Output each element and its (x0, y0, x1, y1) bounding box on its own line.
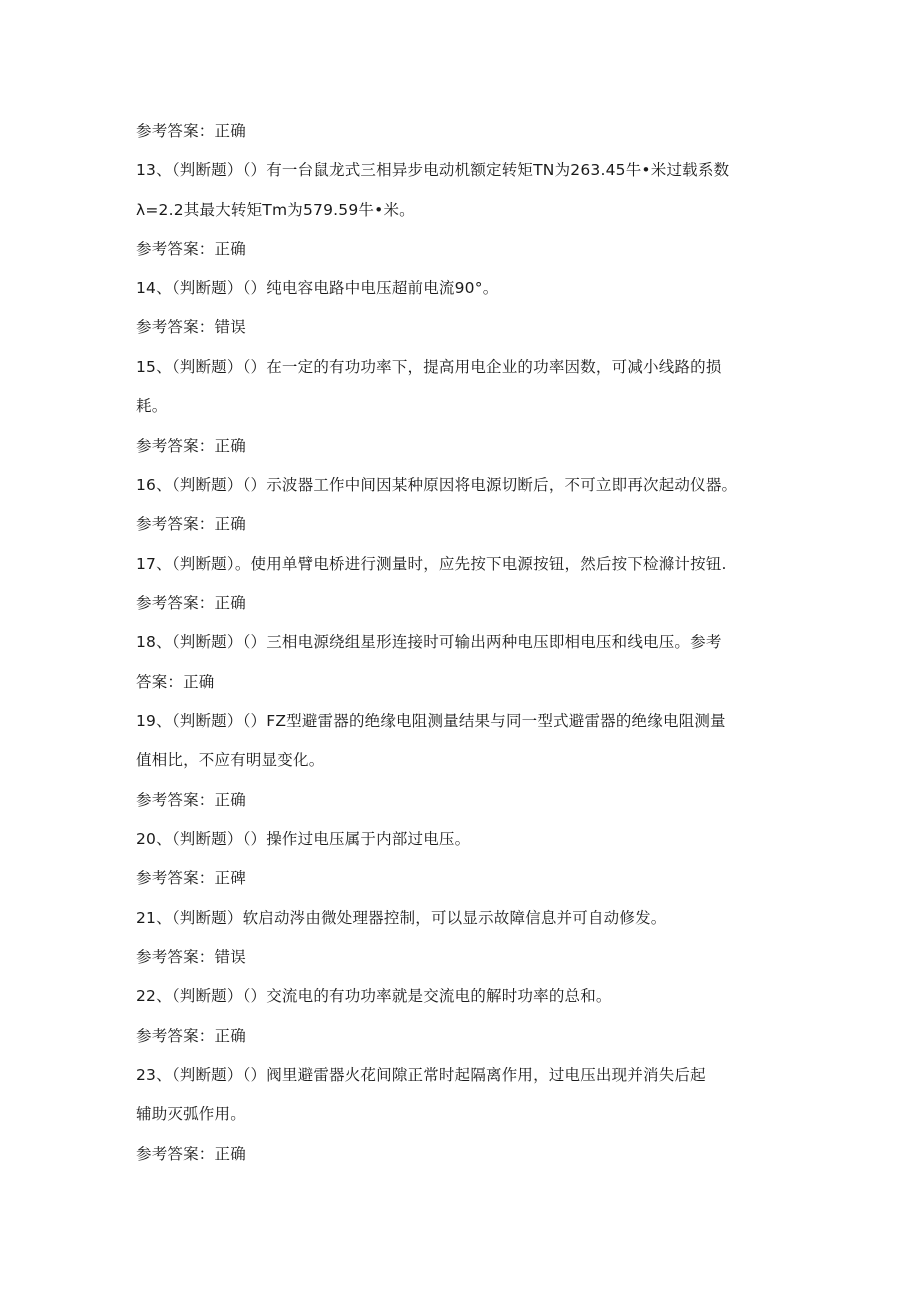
question-21-line-1: 21、（判断题）软启动涔由微处理器控制，可以显示故障信息并可自动修发。 (136, 909, 667, 927)
question-19-line-2: 值相比，不应有明显变化。 (136, 751, 325, 769)
question-13-line-2: λ=2.2其最大转矩Tm为579.59牛•米。 (136, 201, 415, 219)
question-23-line-1: 23、（判断题）（）阀里避雷器火花间隙正常时起隔离作用，过电压出现并消失后起 (136, 1066, 706, 1084)
answer-16: 参考答案：正确 (136, 515, 246, 533)
answer-23: 参考答案：正确 (136, 1145, 246, 1163)
question-17-line-1: 17、（判断题）。使用单臂电桥进行测量时，应先按下电源按钮，然后按下检滌计按钮. (136, 555, 727, 573)
answer-13: 参考答案：正确 (136, 240, 246, 258)
question-13-line-1: 13、（判断题）（）有一台鼠龙式三相异步电动机额定转矩TN为263.45牛•米过载系数 (136, 161, 730, 179)
question-15-line-1: 15、（判断题）（）在一定的有功功率下，提高用电企业的功率因数，可减小线路的损 (136, 358, 722, 376)
question-22-line-1: 22、（判断题）（）交流电的有功功率就是交流电的解时功率的总和。 (136, 987, 612, 1005)
answer-17: 参考答案：正确 (136, 594, 246, 612)
answer-19: 参考答案：正确 (136, 791, 246, 809)
answer-15: 参考答案：正确 (136, 437, 246, 455)
question-19-line-1: 19、（判断题）（）FZ型避雷器的绝缘电阻测量结果与同一型式避雷器的绝缘电阻测量 (136, 712, 726, 730)
answer-22: 参考答案：正确 (136, 1027, 246, 1045)
question-18-line-2: 答案：正确 (136, 673, 215, 691)
question-15-line-2: 耗。 (136, 397, 168, 415)
answer-12: 参考答案：正确 (136, 122, 246, 140)
question-20-line-1: 20、（判断题）（）操作过电压属于内部过电压。 (136, 830, 471, 848)
answer-14: 参考答案：错误 (136, 318, 246, 336)
question-14-line-1: 14、（判断题）（）纯电容电路中电压超前电流90°。 (136, 279, 499, 297)
question-18-line-1: 18、（判断题）（）三相电源绕组星形连接时可输出两种电压即相电压和线电压。参考 (136, 633, 722, 651)
answer-20: 参考答案：正碑 (136, 869, 246, 887)
answer-21: 参考答案：错误 (136, 948, 246, 966)
question-16-line-1: 16、（判断题）（）示波器工作中间因某种原因将电源切断后，不可立即再次起动仪器。 (136, 476, 738, 494)
question-23-line-2: 辅助灭弧作用。 (136, 1105, 246, 1123)
